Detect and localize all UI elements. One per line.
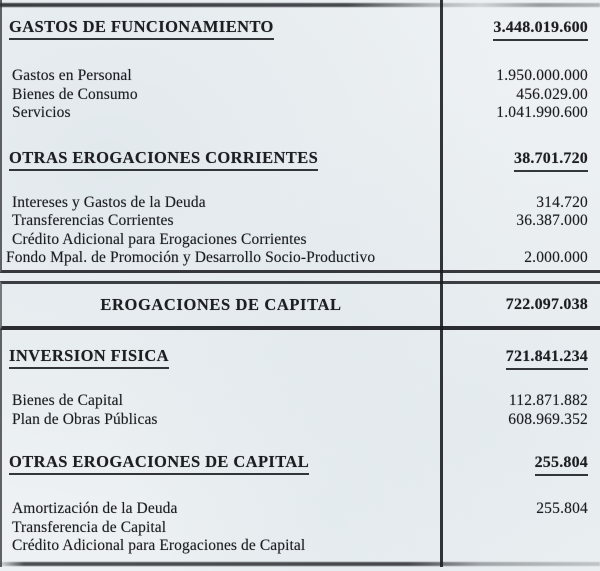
table-row [2, 249, 600, 268]
section-gastos-funcionamiento [0, 0, 600, 273]
row-label: Fondo Mpal. de Promoción y Desarrollo Socio-Productivo [6, 249, 376, 266]
row-label-text: OTRAS EROGACIONES CORRIENTES [9, 147, 318, 171]
table-row [2, 231, 600, 250]
row-value: 608.969.352 [508, 410, 588, 428]
row-label-text: GASTOS DE FUNCIONAMIENTO [9, 16, 274, 40]
row-label-text: INVERSION FISICA [9, 345, 169, 369]
table-row-section-header [2, 345, 600, 370]
row-label [2, 451, 443, 475]
row-value-text: 255.804 [535, 452, 588, 476]
row-label: Bienes de Capital [12, 392, 124, 409]
table-row [2, 392, 600, 411]
row-value: 314.720 [536, 193, 588, 211]
row-value-text: 38.701.720 [514, 148, 588, 172]
table-row [2, 67, 600, 86]
row-value-text: 3.448.019.600 [493, 17, 588, 41]
table-row [2, 500, 600, 519]
row-label: Transferencia de Capital [12, 518, 167, 536]
row-value: 1.950.000.000 [496, 67, 588, 84]
table-row [2, 212, 600, 231]
row-value: 1.041.990.600 [496, 104, 588, 121]
row-value: 112.871.882 [508, 392, 588, 409]
banner-title: EROGACIONES DE CAPITAL [100, 295, 342, 314]
row-label: Servicios [12, 104, 71, 121]
column-divider-line [440, 0, 443, 567]
row-value [443, 346, 600, 370]
row-label: Intereses y Gastos de la Deuda [12, 193, 206, 211]
row-label: Crédito Adicional para Erogaciones Corrientes [12, 230, 307, 248]
table-row [2, 86, 600, 105]
row-label [2, 147, 443, 171]
table-row [2, 194, 600, 213]
table-row-section-header [2, 147, 600, 172]
row-label: Gastos en Personal [12, 67, 132, 84]
row-value [443, 452, 600, 476]
row-label [2, 345, 443, 369]
row-label: Transferencias Corrientes [12, 212, 174, 229]
row-value: 255.804 [536, 500, 588, 517]
row-value [443, 17, 600, 41]
table-row [2, 537, 600, 556]
table-row-section-header [2, 451, 600, 476]
section-banner-erogaciones-de-capital [0, 281, 600, 330]
row-label [2, 16, 443, 40]
row-value: 456.029.00 [516, 85, 588, 103]
table-row [2, 519, 600, 538]
row-value [443, 148, 600, 172]
banner-total-value: 722.097.038 [505, 296, 588, 313]
row-label: Amortización de la Deuda [12, 500, 178, 517]
row-label: Crédito Adicional para Erogaciones de Capital [12, 537, 306, 554]
row-label-text: OTRAS EROGACIONES DE CAPITAL [9, 451, 309, 475]
table-row [2, 411, 600, 430]
row-value: 2.000.000 [524, 249, 588, 266]
bottom-border-line [0, 562, 600, 566]
row-label: Plan de Obras Públicas [12, 410, 158, 428]
row-value: 36.387.000 [516, 212, 588, 229]
row-label: Bienes de Consumo [12, 85, 138, 103]
table-row-section-header [2, 16, 600, 41]
section-erogaciones-de-capital-detail [0, 330, 600, 567]
table-row [2, 104, 600, 123]
row-value-text: 721.841.234 [506, 346, 588, 370]
